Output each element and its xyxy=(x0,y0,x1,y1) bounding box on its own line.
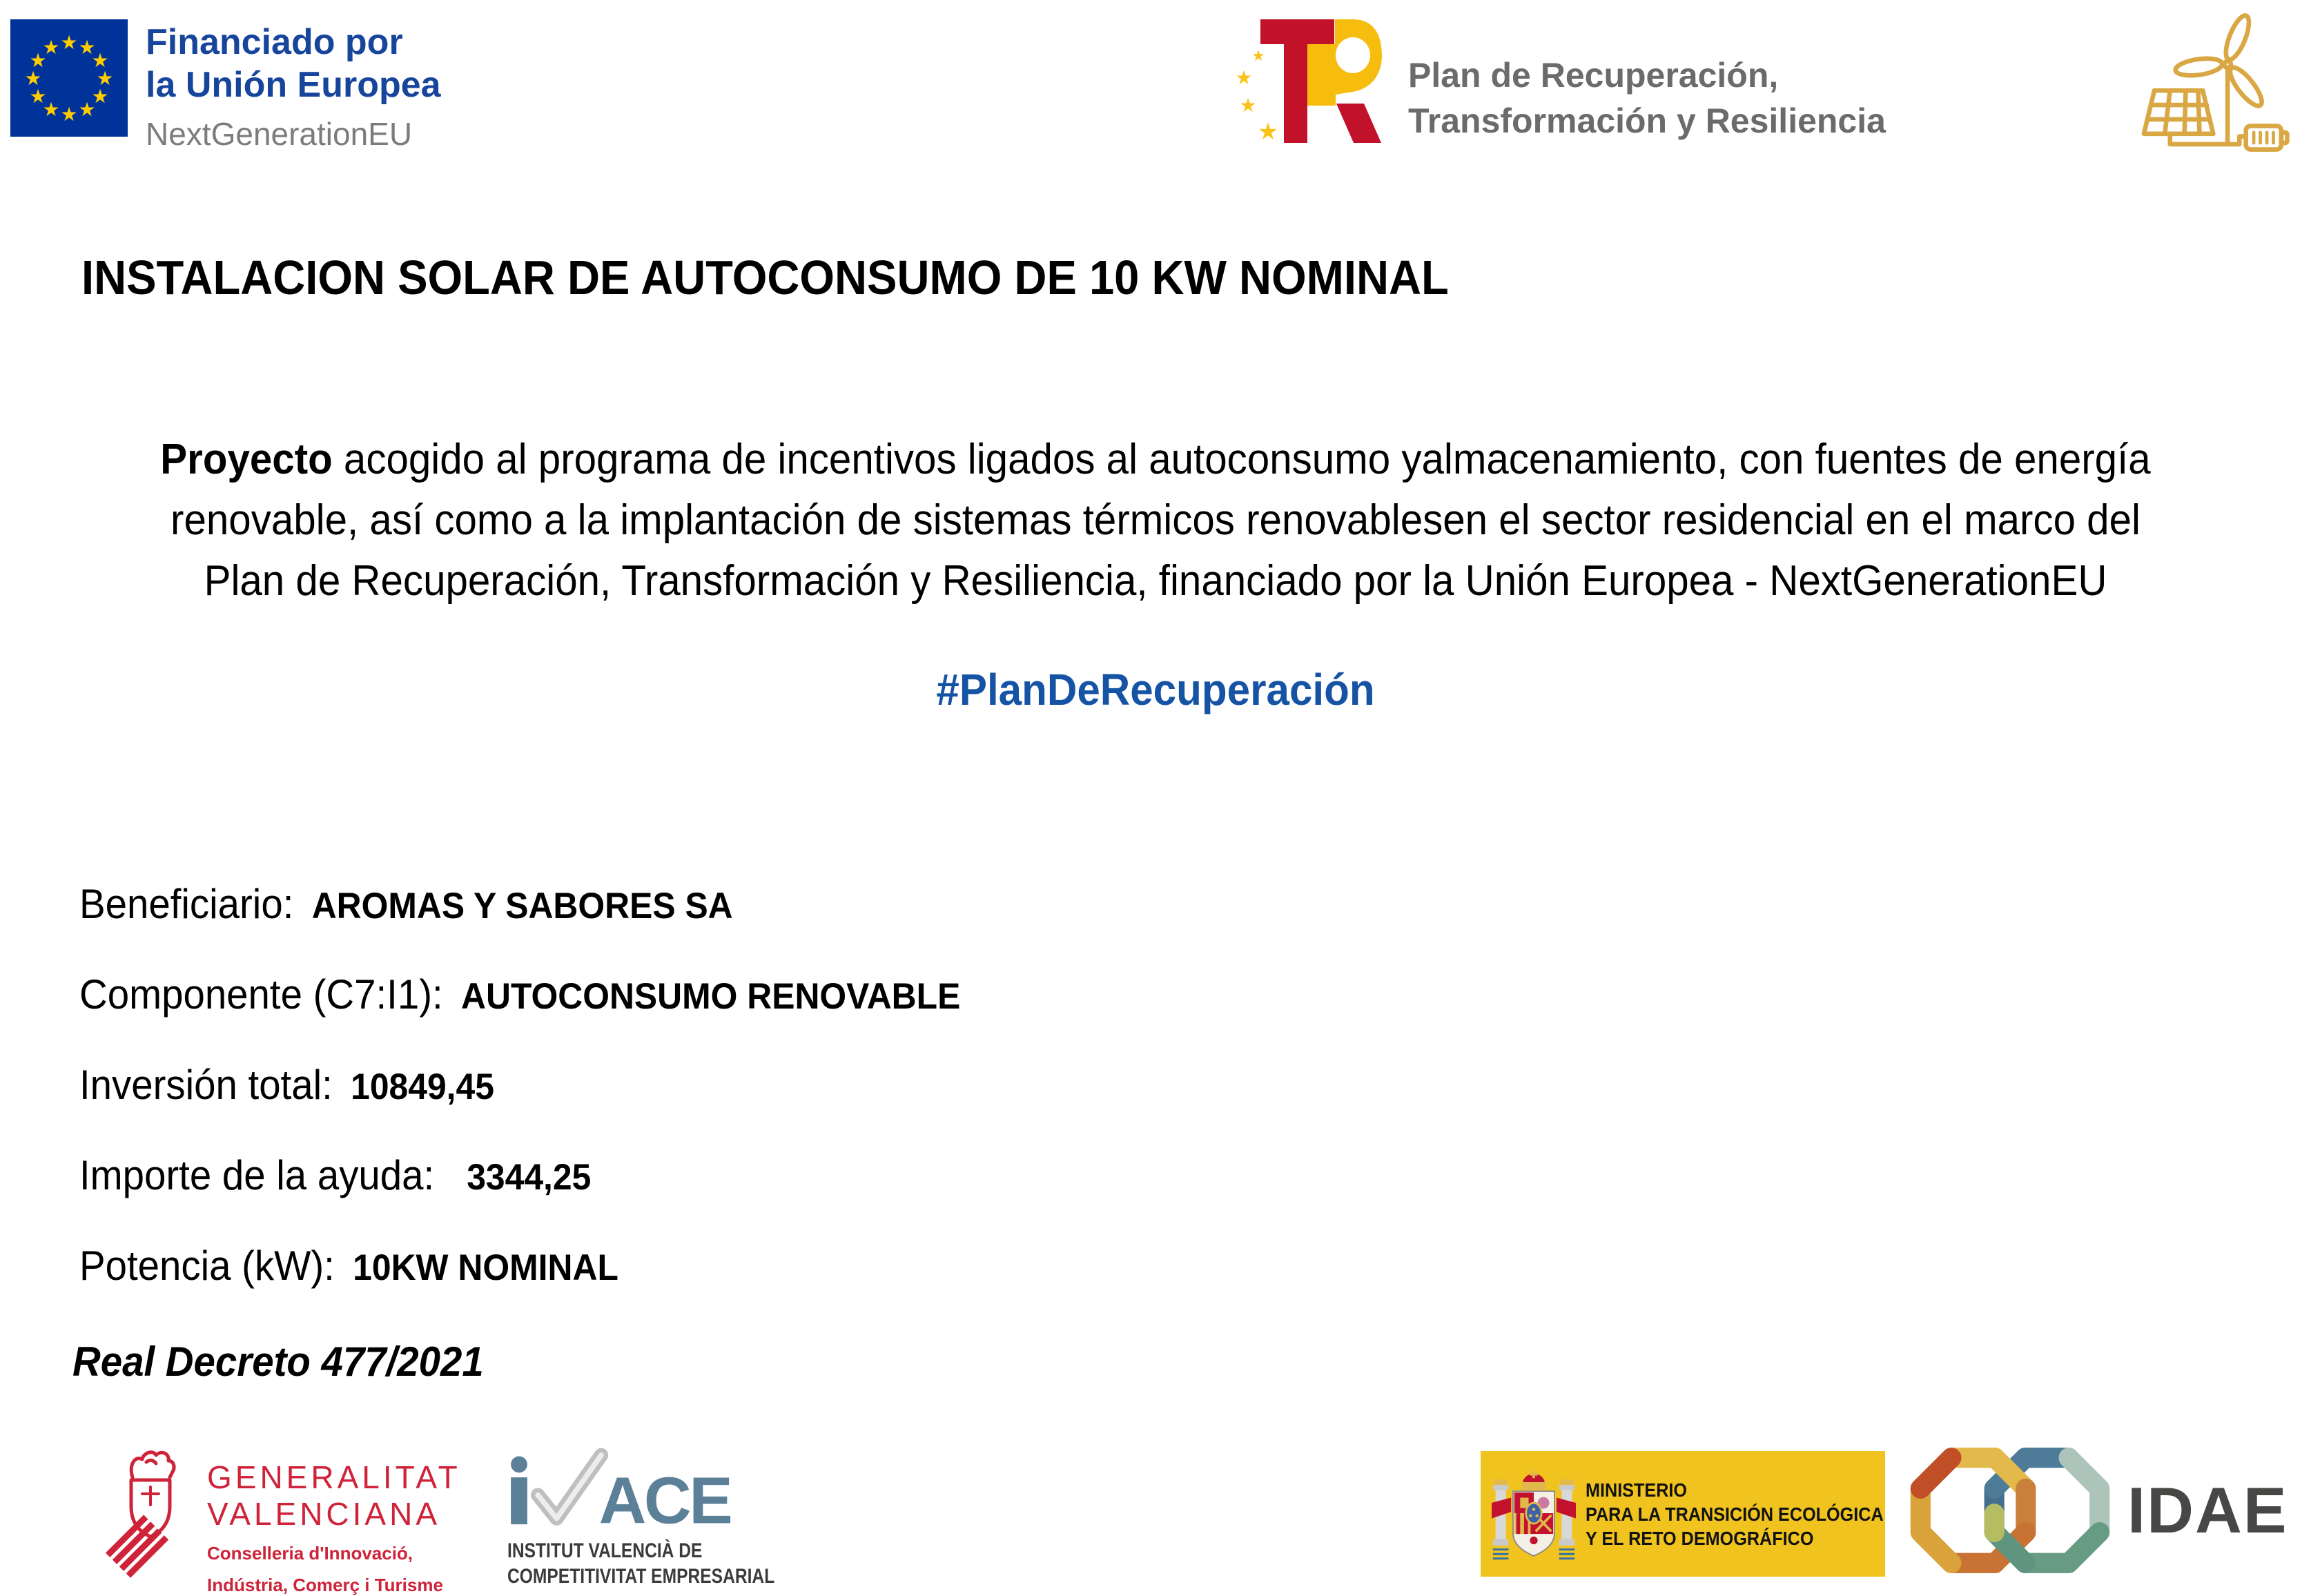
ivace-wordmark xyxy=(507,1451,742,1538)
tr-monogram-icon xyxy=(1234,7,1389,150)
field-importe-value: 3344,25 xyxy=(467,1157,592,1198)
field-componente-value: AUTOCONSUMO RENOVABLE xyxy=(460,976,961,1017)
eu-funding-block xyxy=(10,19,441,152)
svg-text:★: ★ xyxy=(29,49,47,72)
eu-funding-line1: Financiado por xyxy=(146,22,403,62)
prtr-title xyxy=(1408,52,1886,150)
prtr-title-line1: Plan de Recuperación, xyxy=(1408,56,1779,95)
project-description-line3: Plan de Recuperación, Transformación y Resiliencia, financiado por la Unión Europea - NextGenerationEU xyxy=(204,557,2107,605)
field-importe xyxy=(79,1154,960,1244)
field-componente-label: Componente (C7:I1): xyxy=(79,971,443,1018)
generalitat-name-line2: VALENCIANA xyxy=(207,1496,441,1532)
svg-text:★: ★ xyxy=(1239,94,1257,117)
ministerio-line2: PARA LA TRANSICIÓN ECOLÓGICA xyxy=(1586,1503,1884,1525)
prtr-block xyxy=(1234,7,1886,150)
field-potencia xyxy=(79,1244,960,1334)
decree-reference: Real Decreto 477/2021 xyxy=(72,1339,484,1385)
ministerio-logo xyxy=(1481,1451,1885,1577)
field-potencia-label: Potencia (kW): xyxy=(79,1243,335,1289)
ivace-subtitle-line2: COMPETITIVITAT EMPRESARIAL xyxy=(507,1565,775,1588)
project-fields xyxy=(79,882,1017,1334)
svg-text:★: ★ xyxy=(60,103,78,126)
svg-text:★: ★ xyxy=(78,36,96,59)
conselleria-line2: Indústria, Comerç i Turisme xyxy=(207,1575,443,1595)
field-inversion xyxy=(79,1063,960,1154)
field-inversion-value: 10849,45 xyxy=(351,1067,494,1107)
project-description-line2: renovable, así como a la implantación de sistemas térmicos renovablesen el sector residencial en el marco del xyxy=(170,496,2141,544)
svg-text:★: ★ xyxy=(42,98,60,121)
eu-funding-line2: la Unión Europea xyxy=(146,65,441,105)
generalitat-text xyxy=(207,1448,461,1596)
field-beneficiario-value: AROMAS Y SABORES SA xyxy=(311,886,733,926)
field-importe-label: Importe de la ayuda: xyxy=(79,1152,435,1198)
svg-text:★: ★ xyxy=(29,85,47,108)
field-potencia-value: 10KW NOMINAL xyxy=(353,1247,618,1288)
field-beneficiario-label: Beneficiario: xyxy=(79,881,294,927)
svg-text:★: ★ xyxy=(91,85,109,108)
svg-text:★: ★ xyxy=(60,31,78,54)
ivace-logo xyxy=(507,1451,833,1589)
generalitat-name-line1: GENERALITAT xyxy=(207,1459,461,1495)
hashtag: #PlanDeRecuperación xyxy=(936,665,1375,714)
field-inversion-label: Inversión total: xyxy=(79,1062,333,1108)
svg-text:★: ★ xyxy=(24,67,42,90)
eu-funding-text xyxy=(146,19,441,152)
svg-text:★: ★ xyxy=(1251,48,1265,65)
svg-text:★: ★ xyxy=(96,67,114,90)
svg-text:★: ★ xyxy=(1257,118,1279,146)
ivace-subtitle xyxy=(507,1538,774,1589)
main-title: INSTALACION SOLAR DE AUTOCONSUMO DE 10 KW NOMINAL xyxy=(81,251,1449,304)
conselleria-line1: Conselleria d'Innovació, xyxy=(207,1543,413,1564)
nextgeneration-eu-label: NextGenerationEU xyxy=(146,116,413,152)
spain-coat-of-arms-icon xyxy=(1492,1462,1576,1566)
project-description-lead: Proyecto xyxy=(160,436,333,483)
idae-logo xyxy=(1909,1440,2288,1581)
field-componente xyxy=(79,973,960,1063)
interlocked-octagons-icon xyxy=(1909,1440,2111,1581)
svg-text:★: ★ xyxy=(1235,66,1253,89)
idae-name: IDAE xyxy=(2127,1474,2288,1546)
ivace-subtitle-line1: INSTITUT VALENCIÀ DE xyxy=(507,1539,703,1562)
solar-wind-battery-icon xyxy=(2129,6,2280,156)
ministerio-line1: MINISTERIO xyxy=(1586,1479,1688,1501)
eu-flag-icon xyxy=(10,19,128,137)
project-description xyxy=(69,429,2241,612)
field-beneficiario xyxy=(79,882,960,973)
prtr-title-line2: Transformación y Resiliencia xyxy=(1408,101,1886,140)
svg-text:★: ★ xyxy=(42,36,60,59)
generalitat-crest-icon xyxy=(110,1448,192,1567)
project-description-line1: acogido al programa de incentivos ligados al autoconsumo yalmacenamiento, con fuentes de energía xyxy=(332,436,2151,483)
svg-text:★: ★ xyxy=(78,98,96,121)
svg-text:★: ★ xyxy=(91,49,109,72)
generalitat-valenciana-logo xyxy=(110,1448,461,1596)
ivace-ace-text: ACE xyxy=(598,1464,731,1538)
ministerio-line3: Y EL RETO DEMOGRÁFICO xyxy=(1586,1527,1814,1549)
ministerio-text xyxy=(1586,1478,1884,1550)
